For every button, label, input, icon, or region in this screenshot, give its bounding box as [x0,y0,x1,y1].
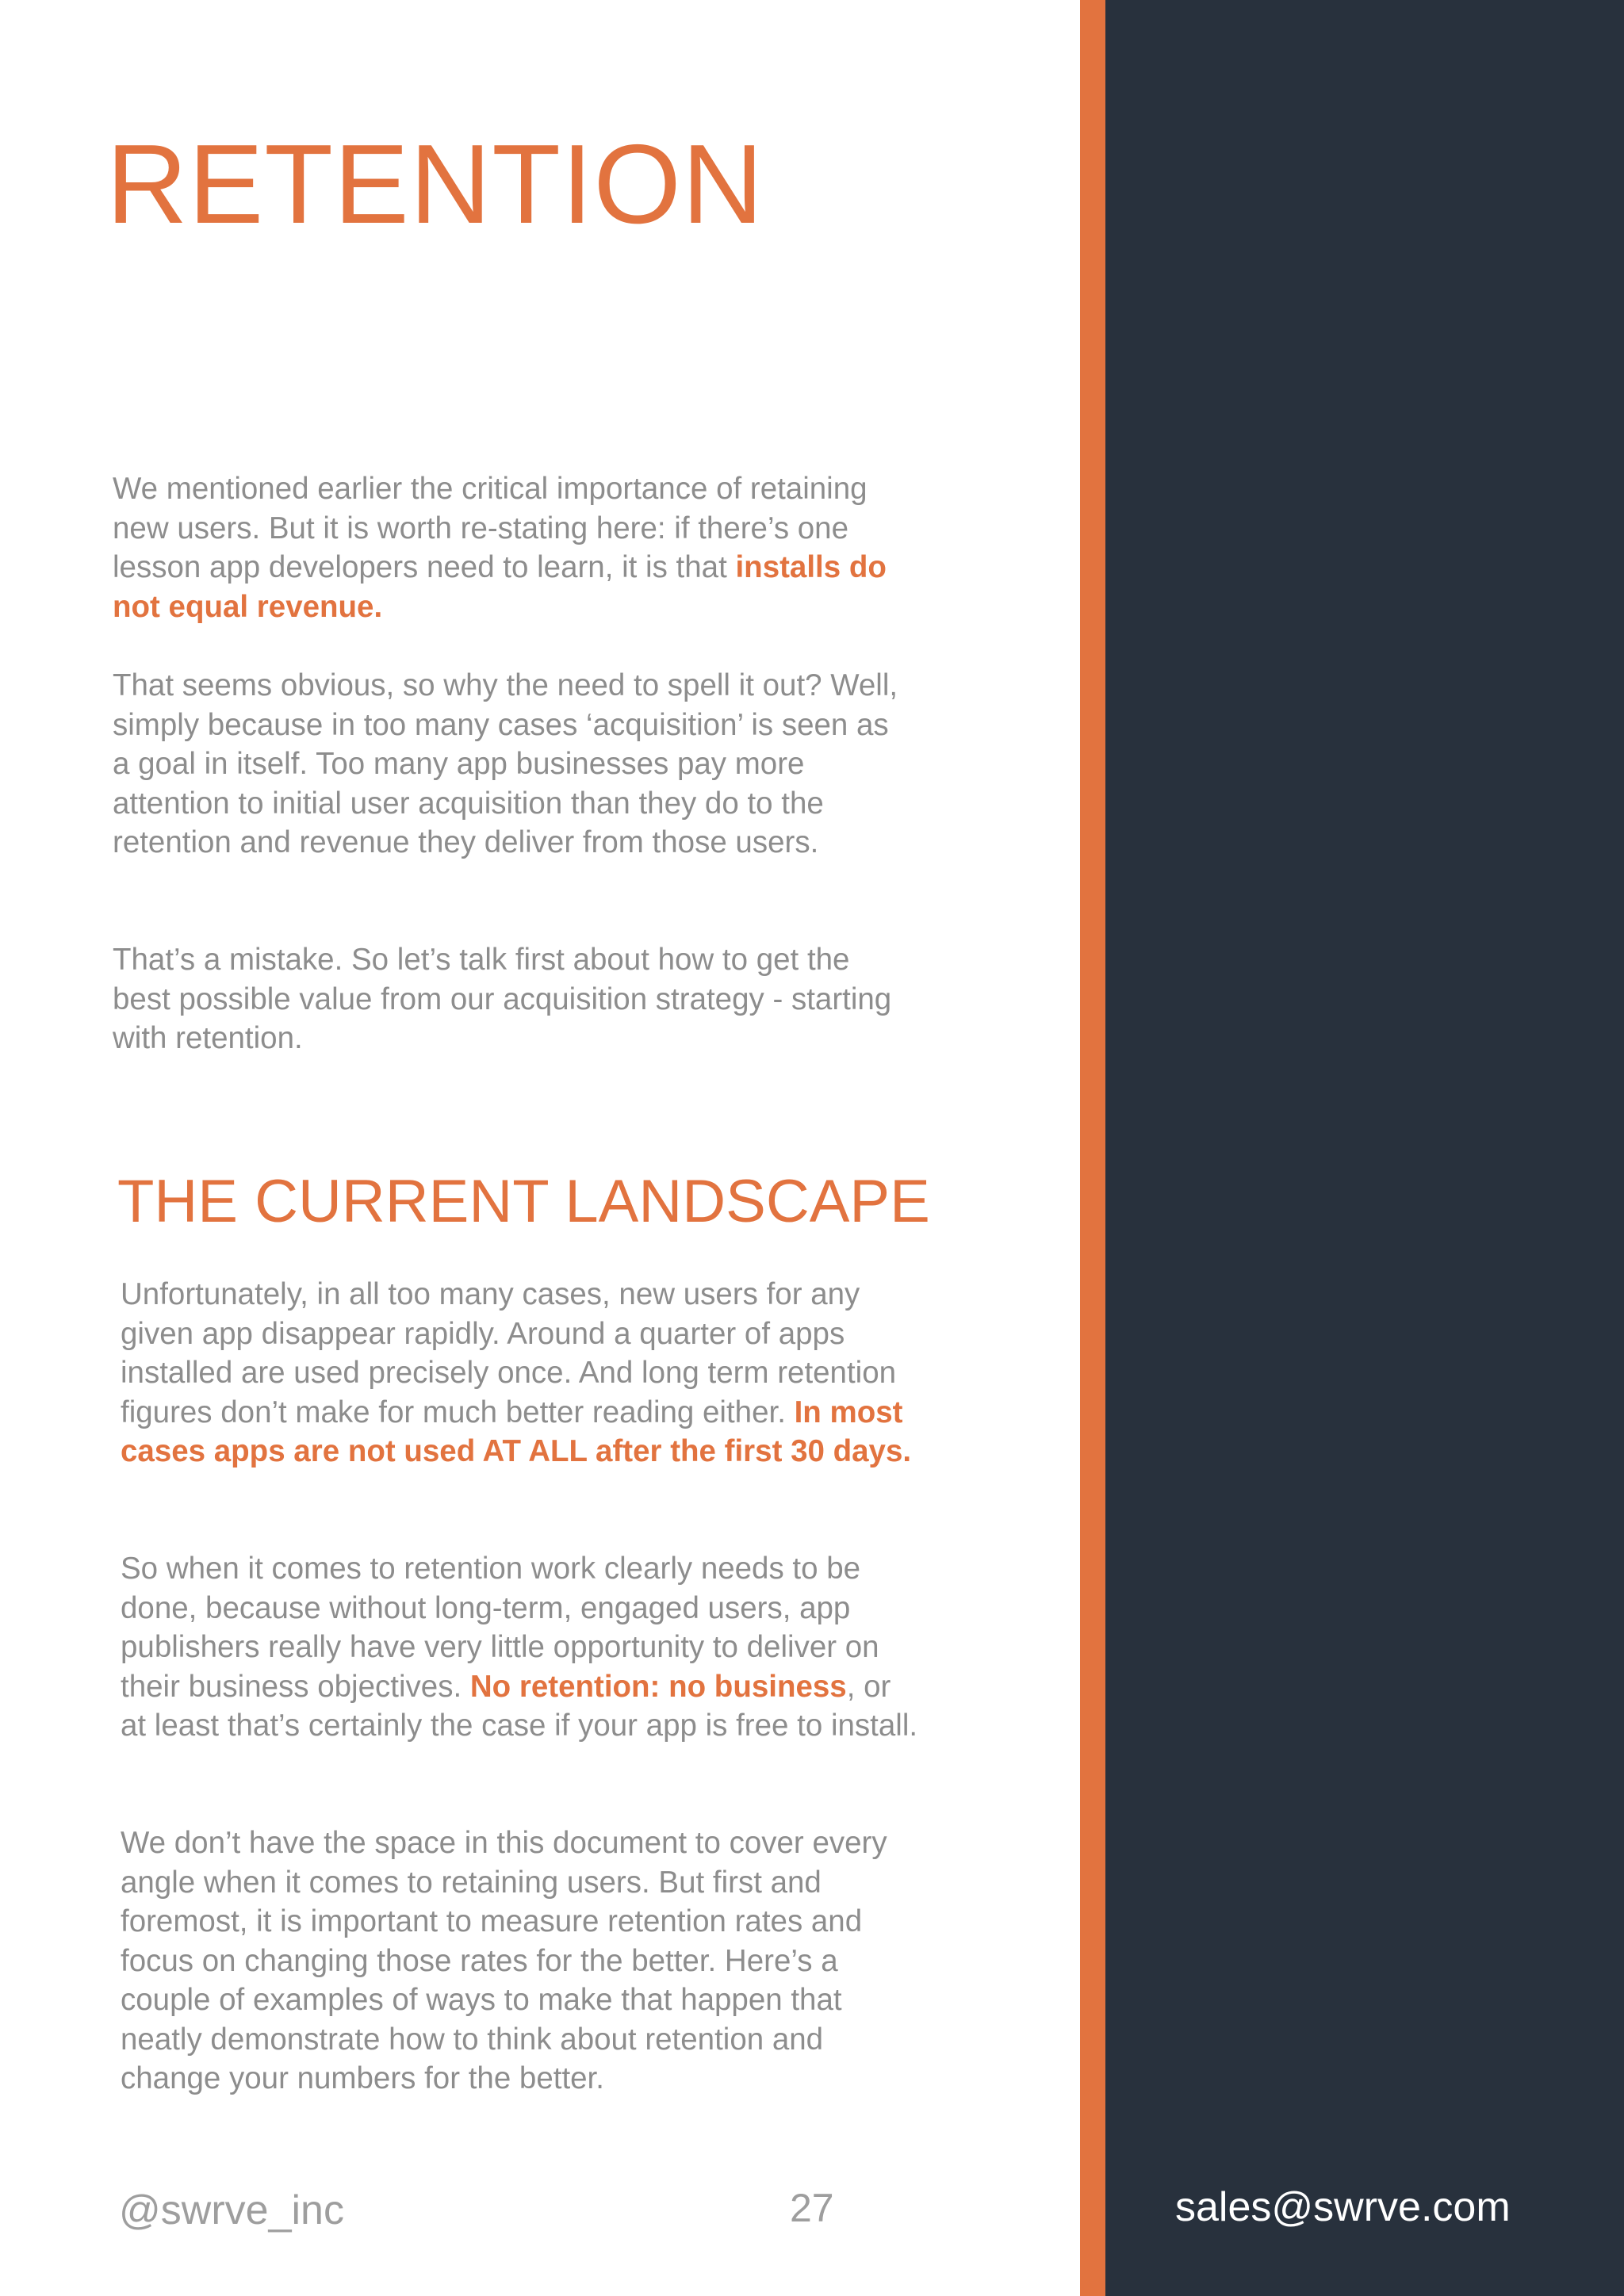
section-heading: THE CURRENT LANDSCAPE [117,1168,930,1235]
section-highlight-2: No retention: no business [469,1669,847,1704]
section-paragraph-2 [121,1549,921,1746]
section-paragraph-1 [121,1275,921,1471]
section-paragraph-2-text: So when it comes to retention work clearly needs to be done, because without long-term, engaged users, app publishers really have very little opportunity to deliver on their business objectives. [121,1552,879,1704]
intro-paragraph-1 [113,469,914,626]
footer-email: sales@swrve.com [1175,2184,1511,2230]
section-paragraph-1-text: Unfortunately, in all too many cases, new users for any given app disappear rapidly. Around a quarter of apps installed are used precisely once. And long term retention figures don’t make for much better reading either. [121,1277,897,1429]
intro-paragraph-3: That’s a mistake. So let’s talk first about how to get the best possible value from our acquisition strategy - starting with retention. [113,943,892,1055]
section-highlight-1: In most cases apps are not used AT ALL after the first 30 days. [121,1395,912,1468]
page-title: RETENTION [106,121,764,247]
intro-highlight: installs do not equal revenue. [113,550,887,624]
footer-social-handle: @swrve_inc [119,2187,344,2233]
accent-stripe [1080,0,1105,2296]
sidebar-panel [1105,0,1624,2296]
intro-paragraph-2: That seems obvious, so why the need to spell it out? Well, simply because in too many cases ‘acquisition’ is seen as a goal in itself. Too many app businesses pay more attention to initial user acquisition than they do to the retention and revenue they deliver from those users. [113,668,898,859]
section-paragraph-3: We don’t have the space in this document to cover every angle when it comes to retaining users. But first and foremost, it is important to measure retention rates and focus on changing those rates for the better. Here’s a couple of examples of ways to make that happen that neatly demonstrate how to think about retention and change your numbers for the better. [121,1826,887,2095]
intro-paragraph-1-text: We mentioned earlier the critical importance of retaining new users. But it is worth re-stating here: if there’s one lesson app developers need to learn, it is that [113,472,868,584]
section-paragraph-2-tail: , or at least that’s certainly the case if your app is free to install. [121,1669,918,1743]
page-number: 27 [790,2186,834,2230]
